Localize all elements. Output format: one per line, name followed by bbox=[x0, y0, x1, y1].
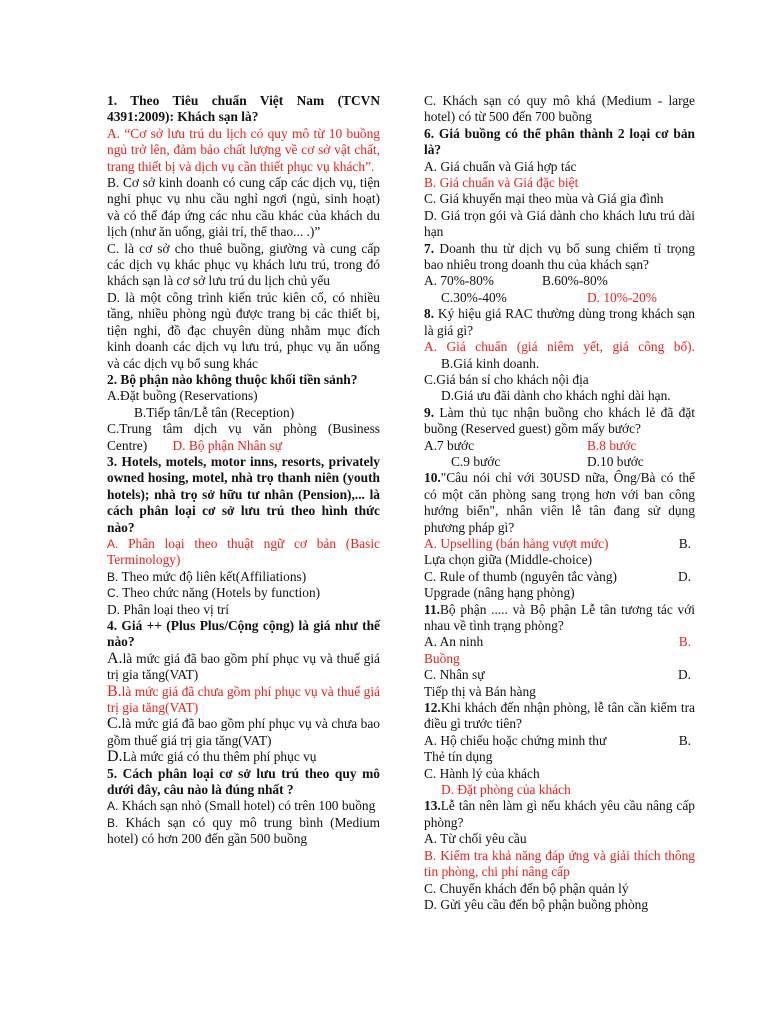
q7-options-cd bbox=[424, 290, 695, 306]
q5-option-a bbox=[107, 798, 380, 814]
q6-option-d: D. Giá trọn gói và Giá dành cho khách lưu trú dài hạn bbox=[424, 207, 695, 240]
q4-option-c bbox=[107, 716, 380, 749]
q11-option-b: Buồng bbox=[424, 650, 460, 666]
right-column bbox=[424, 93, 695, 913]
q7-option-c: C.30%-40% bbox=[441, 289, 507, 305]
q4-option-a-text: là mức giá đã bao gồm phí phục vụ và thuế giá trị gia tăng(VAT) bbox=[107, 650, 380, 683]
q1-stem: 1. Theo Tiêu chuẩn Việt Nam (TCVN 4391:2009): Khách sạn là? bbox=[107, 93, 380, 125]
left-column bbox=[107, 93, 380, 848]
q2-option-c-line2: Centre) bbox=[107, 437, 148, 453]
q3-option-a-text: Phân loại theo thuật ngữ cơ bản (Basic Terminology) bbox=[107, 535, 380, 568]
q10-number: 10. bbox=[424, 470, 441, 486]
q10-option-b: Lựa chọn giữa (Middle-choice) bbox=[424, 552, 593, 568]
q5-option-b-letter: B. bbox=[107, 815, 119, 830]
q7-option-a: A. 70%-80% bbox=[424, 273, 494, 289]
q13-stem bbox=[424, 798, 695, 831]
q5-option-b bbox=[107, 815, 380, 848]
q7-option-b: B.60%-80% bbox=[542, 273, 608, 289]
q8-option-c: C.Giá bán sỉ cho khách nội địa bbox=[424, 371, 589, 387]
q12-stem-text: Khi khách đến nhận phòng, lễ tân cần kiểm tra điều gì trước tiên? bbox=[424, 700, 695, 732]
q4-option-b-text: là mức giá đã chưa gồm phí phục vụ và thuế giá trị gia tăng(VAT) bbox=[107, 683, 380, 716]
q12-options-ab-line bbox=[424, 733, 695, 749]
q2-option-b: B.Tiếp tân/Lễ tân (Reception) bbox=[134, 404, 295, 420]
q7-option-d: D. 10%-20% bbox=[587, 289, 657, 305]
q10-option-a: A. Upselling (bán hàng vượt mức) bbox=[424, 535, 609, 551]
q2-option-c-line1: C.Trung tâm dịch vụ văn phòng (Business bbox=[107, 421, 380, 437]
q8-number: 8. bbox=[424, 306, 435, 322]
q6-option-c: C. Giá khuyến mại theo mùa và Giá gia đình bbox=[424, 191, 664, 207]
q9-options-ab bbox=[424, 438, 695, 454]
q13-number: 13. bbox=[424, 798, 441, 814]
q3-option-d: D. Phân loại theo vị trí bbox=[107, 601, 229, 617]
q12-option-d: D. Đặt phòng của khách bbox=[441, 782, 571, 798]
q6-stem: 6. Giá buồng có thể phân thành 2 loại cơ bản là? bbox=[424, 125, 695, 158]
q2-stem: 2. Bộ phận nào không thuộc khối tiền sảnh? bbox=[107, 371, 358, 387]
q5-stem: 5. Cách phân loại cơ sở lưu trú theo quy mô dưới đây, câu nào là đúng nhất ? bbox=[107, 765, 380, 798]
q4-option-c-letter: C. bbox=[107, 715, 122, 733]
q9-stem-text: Làm thủ tục nhận buồng cho khách lẻ đã đặt buồng (Reserved guest) gồm mấy bước? bbox=[424, 404, 695, 437]
q3-option-b bbox=[107, 569, 380, 585]
q9-option-c: C.9 bước bbox=[451, 453, 501, 469]
q10-option-d: Upgrade (nâng hạng phòng) bbox=[424, 585, 575, 601]
q13-option-a: A. Từ chối yêu cầu bbox=[424, 831, 527, 847]
q7-stem bbox=[424, 241, 695, 274]
q4-option-a bbox=[107, 651, 380, 684]
q1-option-d: D. là một công trình kiến trúc kiên cố, có nhiều tầng, nhiều phòng ngủ được trang bị các thiết bị, tiện nghi, đồ đạc chuyên dùng nhằm mục đích kinh doanh các dịch vụ lưu trú, phục vụ ăn uống và các dịch vụ bổ sung khác bbox=[107, 289, 380, 371]
q4-option-a-letter: A. bbox=[107, 649, 123, 667]
q5-option-c: C. Khách sạn có quy mô khá (Medium - large hotel) có từ 500 đến 700 buồng bbox=[424, 93, 695, 125]
q8-option-a: A. Giá chuẩn (giá niêm yết, giá công bố). bbox=[424, 339, 695, 355]
q9-option-a: A.7 bước bbox=[424, 437, 475, 453]
q11-options-cd-line bbox=[424, 667, 695, 683]
q8-option-d: D.Giá ưu đãi dành cho khách nghỉ dài hạn. bbox=[441, 388, 671, 404]
q3-option-b-letter: B. bbox=[107, 569, 119, 584]
q3-option-c bbox=[107, 585, 380, 601]
q2-option-d: D. Bộ phận Nhân sự bbox=[172, 437, 283, 453]
q9-number: 9. bbox=[424, 404, 435, 420]
q3-option-a-letter: A. bbox=[107, 536, 119, 551]
q13-stem-text: Lễ tân nên làm gì nếu khách yêu cầu nâng cấp phòng? bbox=[424, 798, 695, 830]
q7-options-ab bbox=[424, 273, 695, 289]
q13-option-d: D. Gửi yêu cầu đến bộ phận buồng phòng bbox=[424, 896, 649, 912]
q5-option-b-text: Khách sạn có quy mô trung bình (Medium hotel) có hơn 200 đến gần 500 buồng bbox=[107, 814, 380, 847]
q9-stem bbox=[424, 405, 695, 438]
q11-number: 11. bbox=[424, 601, 440, 617]
q11-option-a: A. An ninh bbox=[424, 634, 484, 650]
q6-option-a: A. Giá chuẩn và Giá hợp tác bbox=[424, 158, 577, 174]
q10-option-b-letter: B. bbox=[678, 535, 691, 551]
q13-option-b: B. Kiểm tra khả năng đáp ứng và giải thích thông tin phòng, chi phí nâng cấp bbox=[424, 847, 695, 880]
q11-options-ab-line bbox=[424, 634, 695, 650]
q10-option-c: C. Rule of thumb (nguyên tắc vàng) bbox=[424, 568, 618, 584]
q3-option-c-text: Theo chức năng (Hotels by function) bbox=[122, 585, 321, 601]
q4-option-d-letter: D. bbox=[107, 748, 123, 766]
q11-option-d: Tiếp thị và Bán hàng bbox=[424, 683, 536, 699]
q4-option-c-text: là mức giá đã bao gồm phí phục vụ và chưa bao gồm thuế giá trị gia tăng(VAT) bbox=[107, 716, 380, 748]
q5-option-a-letter: A. bbox=[107, 799, 119, 814]
q9-options-cd bbox=[424, 454, 695, 470]
q11-option-b-letter: B. bbox=[678, 634, 691, 650]
q8-option-b: B.Giá kinh doanh. bbox=[441, 355, 540, 371]
q10-stem bbox=[424, 470, 695, 536]
q5-option-a-text: Khách sạn nhỏ (Small hotel) có trên 100 buồng bbox=[121, 798, 376, 814]
q4-option-d bbox=[107, 749, 380, 765]
q11-option-c: C. Nhân sự bbox=[424, 667, 485, 683]
q10-options-cd-line bbox=[424, 569, 695, 585]
q3-stem: 3. Hotels, motels, motor inns, resorts, privately owned hosing, motel, nhà trọ thanh niên (youth hotels); nhà trọ sở hữu tư nhân (Pension),... là cách phân loại cơ sở lưu trú theo hình thức nào? bbox=[107, 453, 380, 535]
q12-option-a: A. Hộ chiếu hoặc chứng minh thư bbox=[424, 732, 607, 748]
q8-stem bbox=[424, 306, 695, 339]
q4-option-d-text: Là mức giá có thu thêm phí phục vụ bbox=[122, 749, 317, 765]
q6-option-b: B. Giá chuẩn và Giá đặc biệt bbox=[424, 175, 579, 191]
q11-option-d-letter: D. bbox=[677, 667, 691, 683]
q13-option-c: C. Chuyển khách đến bộ phận quản lý bbox=[424, 880, 629, 896]
q7-stem-text: Doanh thu từ dịch vụ bổ sung chiếm tỉ trọng bao nhiêu trong doanh thu của khách sạn? bbox=[424, 240, 695, 273]
q10-option-d-letter: D. bbox=[677, 568, 691, 584]
q3-option-a bbox=[107, 536, 380, 569]
q1-option-c: C. là cơ sở cho thuê buồng, giường và cung cấp các dịch vụ khác phục vụ khách lưu trú, trong đó khách sạn là cơ sở lưu trú du lịch chủ yếu bbox=[107, 240, 380, 289]
q12-option-b-letter: B. bbox=[678, 732, 691, 748]
q8-stem-text: Ký hiệu giá RAC thường dùng trong khách sạn là giá gì? bbox=[424, 306, 695, 338]
q10-options-ab-line bbox=[424, 536, 695, 552]
q11-stem bbox=[424, 602, 695, 635]
q9-option-b: B.8 bước bbox=[587, 437, 637, 453]
q11-stem-text: Bộ phận ..... và Bộ phận Lễ tân tương tác với nhau về tình trạng phòng? bbox=[424, 601, 695, 633]
q12-stem bbox=[424, 700, 695, 733]
q3-option-b-text: Theo mức độ liên kết(Affiliations) bbox=[121, 568, 307, 584]
q4-option-b bbox=[107, 684, 380, 717]
q12-option-b: Thẻ tín dụng bbox=[424, 749, 493, 765]
q2-option-c-d-line bbox=[107, 438, 380, 454]
q12-number: 12. bbox=[424, 700, 441, 716]
q9-option-d: D.10 bước bbox=[587, 453, 644, 469]
q2-option-a: A.Đặt buồng (Reservations) bbox=[107, 388, 258, 404]
q1-option-a: A. “Cơ sở lưu trú du lịch có quy mô từ 10 buồng ngủ trở lên, đảm bảo chất lượng về cơ sở vật chất, trang thiết bị và dịch vụ cần thiết phục vụ khách”. bbox=[107, 125, 380, 174]
q3-option-c-letter: C. bbox=[107, 586, 119, 601]
q10-stem-text: "Câu nói chỉ với 30USD nữa, Ông/Bà có thể có một căn phòng sang trọng hơn với ban công hướng biển", nhân viên lễ tân đang sử dụng phương pháp gì? bbox=[424, 470, 695, 535]
q4-option-b-letter: B. bbox=[107, 682, 122, 700]
q4-stem: 4. Giá ++ (Plus Plus/Cộng cộng) là giá như thế nào? bbox=[107, 618, 380, 650]
q12-option-c: C. Hành lý của khách bbox=[424, 765, 540, 781]
q1-option-b: B. Cơ sở kinh doanh có cung cấp các dịch vụ, tiện nghi phục vụ nhu cầu nghỉ ngơi (ngủ, sinh hoạt) và có thể đáp ứng các nhu cầu khác của khách du lịch (như ăn uống, giải trí, thể thao... .)” bbox=[107, 175, 380, 240]
q7-number: 7. bbox=[424, 240, 435, 256]
